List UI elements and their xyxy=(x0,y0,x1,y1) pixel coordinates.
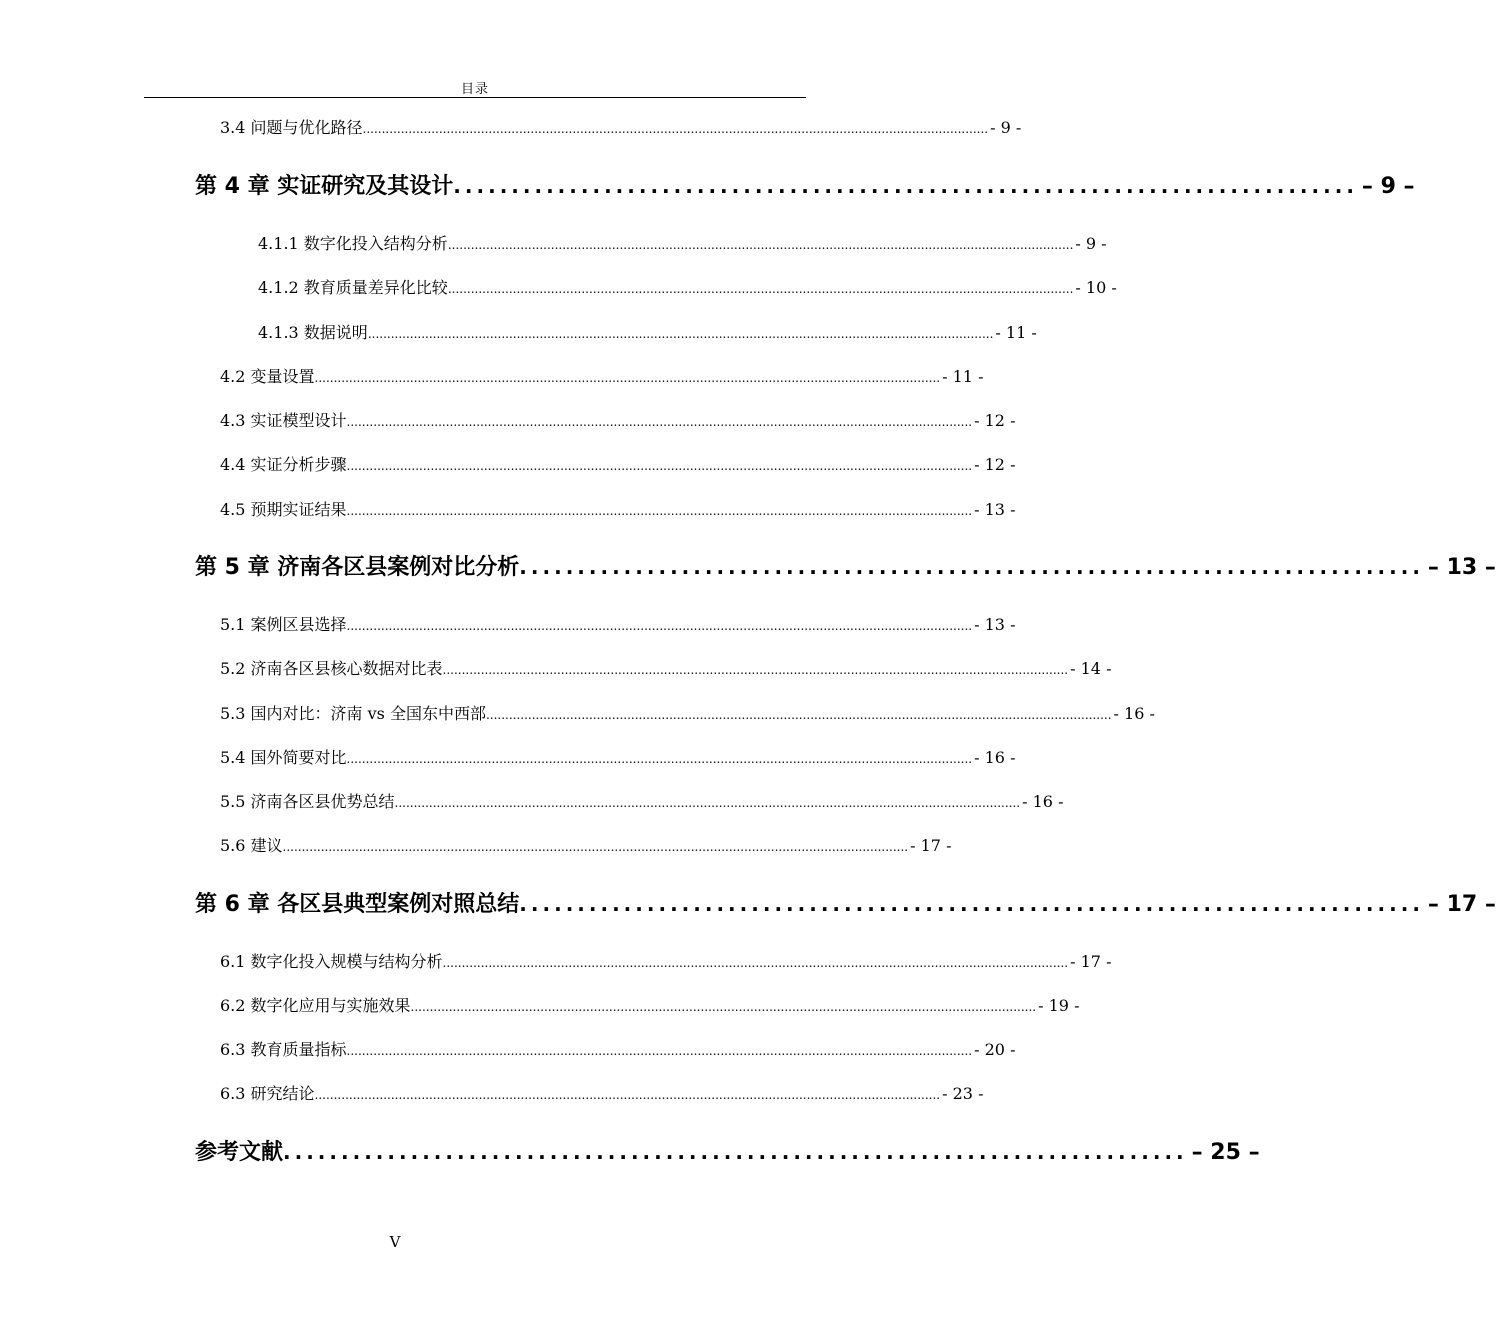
toc-chapter-label: 参考文献 xyxy=(195,1140,284,1165)
toc-entry-label: 4.1.1 数字化投入结构分析 xyxy=(258,234,448,253)
toc-leader: .................................................................................................................................................................... xyxy=(410,1000,1037,1014)
toc-entry-label: 3.4 问题与优化路径 xyxy=(220,118,363,137)
toc-leader: .................................................................................................................................................................... xyxy=(442,956,1069,970)
toc-chapter-page: – 13 – xyxy=(1427,555,1496,580)
toc-entry-page: - 23 - xyxy=(942,1084,984,1103)
toc-leader: .................................................................................................................................................................... xyxy=(447,282,1074,296)
toc-entry-label: 6.3 教育质量指标 xyxy=(220,1040,347,1059)
toc-leader: .................................................................................................................................................................... xyxy=(447,238,1074,252)
toc-entry[interactable] xyxy=(220,702,1155,726)
toc-entry-page: - 13 - xyxy=(974,615,1016,634)
toc-chapter[interactable] xyxy=(195,551,1496,583)
header-rule xyxy=(144,97,806,98)
toc-leader: .................................................................................................................................................................... xyxy=(362,122,989,136)
toc-chapter[interactable] xyxy=(195,170,1415,202)
toc-entry-page: - 16 - xyxy=(974,748,1016,767)
running-header-title: 目录 xyxy=(460,82,489,97)
toc-entry[interactable] xyxy=(220,834,952,858)
toc-entry[interactable] xyxy=(220,409,1016,433)
toc-entry-page: - 14 - xyxy=(1070,659,1112,678)
toc-entry[interactable] xyxy=(220,365,984,389)
toc-entry-label: 6.2 数字化应用与实施效果 xyxy=(220,996,411,1015)
toc-entry-label: 6.3 研究结论 xyxy=(220,1084,315,1103)
toc-leader: .................................................................................................................................................................... xyxy=(442,663,1069,677)
toc-entry-page: - 16 - xyxy=(1113,704,1155,723)
toc-leader: .................................................................................................................................................................... xyxy=(346,504,973,518)
toc-entry[interactable] xyxy=(220,657,1112,681)
toc-entry-page: - 11 - xyxy=(942,367,984,386)
toc-leader: .............................................................................. xyxy=(519,892,1424,916)
toc-chapter[interactable] xyxy=(195,1136,1260,1168)
toc-leader: .................................................................................................................................................................... xyxy=(346,1044,973,1058)
toc-entry-label: 5.5 济南各区县优势总结 xyxy=(220,792,395,811)
toc-chapter-page: – 9 – xyxy=(1361,174,1415,199)
toc-entry-label: 5.2 济南各区县核心数据对比表 xyxy=(220,659,443,678)
toc-entry[interactable] xyxy=(220,746,1016,770)
toc-entry-page: - 16 - xyxy=(1022,792,1064,811)
toc-entry-label: 5.4 国外简要对比 xyxy=(220,748,347,767)
toc-leader: .............................................................................. xyxy=(519,555,1424,579)
toc-leader: .................................................................................................................................................................... xyxy=(282,840,909,854)
toc-entry-page: - 17 - xyxy=(1070,952,1112,971)
toc-entry-page: - 12 - xyxy=(974,411,1016,430)
page-number: V xyxy=(389,1233,401,1251)
toc-entry-page: - 19 - xyxy=(1038,996,1080,1015)
toc-leader: .................................................................................................................................................................... xyxy=(346,752,973,766)
toc-entry-label: 4.3 实证模型设计 xyxy=(220,411,347,430)
toc-entry-label: 5.6 建议 xyxy=(220,836,283,855)
toc-leader: .................................................................................................................................................................... xyxy=(367,327,994,341)
toc-entry[interactable] xyxy=(220,453,1016,477)
toc-entry[interactable] xyxy=(220,613,1016,637)
toc-entry-page: - 13 - xyxy=(974,500,1016,519)
toc-entry-label: 4.1.2 教育质量差异化比较 xyxy=(258,278,448,297)
toc-leader: .................................................................................................................................................................... xyxy=(346,619,973,633)
toc-entry-page: - 17 - xyxy=(910,836,952,855)
toc-entry-label: 5.1 案例区县选择 xyxy=(220,615,347,634)
toc-leader: .................................................................................................................................................................... xyxy=(394,796,1021,810)
toc-entry-page: - 12 - xyxy=(974,455,1016,474)
toc-leader: .................................................................................................................................................................... xyxy=(314,371,941,385)
toc-entry-label: 6.1 数字化投入规模与结构分析 xyxy=(220,952,443,971)
toc-leader: .................................................................................................................................................................... xyxy=(485,708,1112,722)
toc-chapter-page: – 17 – xyxy=(1427,892,1496,917)
toc-entry-page: - 10 - xyxy=(1075,278,1117,297)
toc-leader: .................................................................................................................................................................... xyxy=(346,459,973,473)
toc-entry[interactable] xyxy=(220,1038,1016,1062)
toc-entry[interactable] xyxy=(220,994,1080,1018)
toc-chapter-label: 第 5 章 济南各区县案例对比分析 xyxy=(195,555,520,580)
toc-entry-page: - 20 - xyxy=(974,1040,1016,1059)
toc-entry-label: 4.5 预期实证结果 xyxy=(220,500,347,519)
toc-entry[interactable] xyxy=(258,276,1117,300)
toc-chapter-label: 第 4 章 实证研究及其设计 xyxy=(195,174,454,199)
toc-entry-label: 5.3 国内对比：济南 vs 全国东中西部 xyxy=(220,704,486,723)
toc-entry[interactable] xyxy=(220,790,1064,814)
toc-entry[interactable] xyxy=(220,116,1022,140)
toc-chapter[interactable] xyxy=(195,888,1496,920)
toc-leader: .............................................................................. xyxy=(453,174,1358,198)
toc-entry-label: 4.4 实证分析步骤 xyxy=(220,455,347,474)
toc-entry-page: - 11 - xyxy=(995,323,1037,342)
toc-entry-page: - 9 - xyxy=(990,118,1022,137)
toc-entry-label: 4.2 变量设置 xyxy=(220,367,315,386)
toc-entry[interactable] xyxy=(220,1082,984,1106)
toc-entry[interactable] xyxy=(220,950,1112,974)
toc-leader: .................................................................................................................................................................... xyxy=(314,1088,941,1102)
toc-entry[interactable] xyxy=(258,321,1037,345)
toc-chapter-label: 第 6 章 各区县典型案例对照总结 xyxy=(195,892,520,917)
toc-leader: .............................................................................. xyxy=(283,1140,1188,1164)
toc-entry[interactable] xyxy=(258,232,1107,256)
toc-entry-page: - 9 - xyxy=(1075,234,1107,253)
toc-entry[interactable] xyxy=(220,498,1016,522)
toc-entry-label: 4.1.3 数据说明 xyxy=(258,323,368,342)
toc-chapter-page: – 25 – xyxy=(1191,1140,1260,1165)
toc-leader: .................................................................................................................................................................... xyxy=(346,415,973,429)
